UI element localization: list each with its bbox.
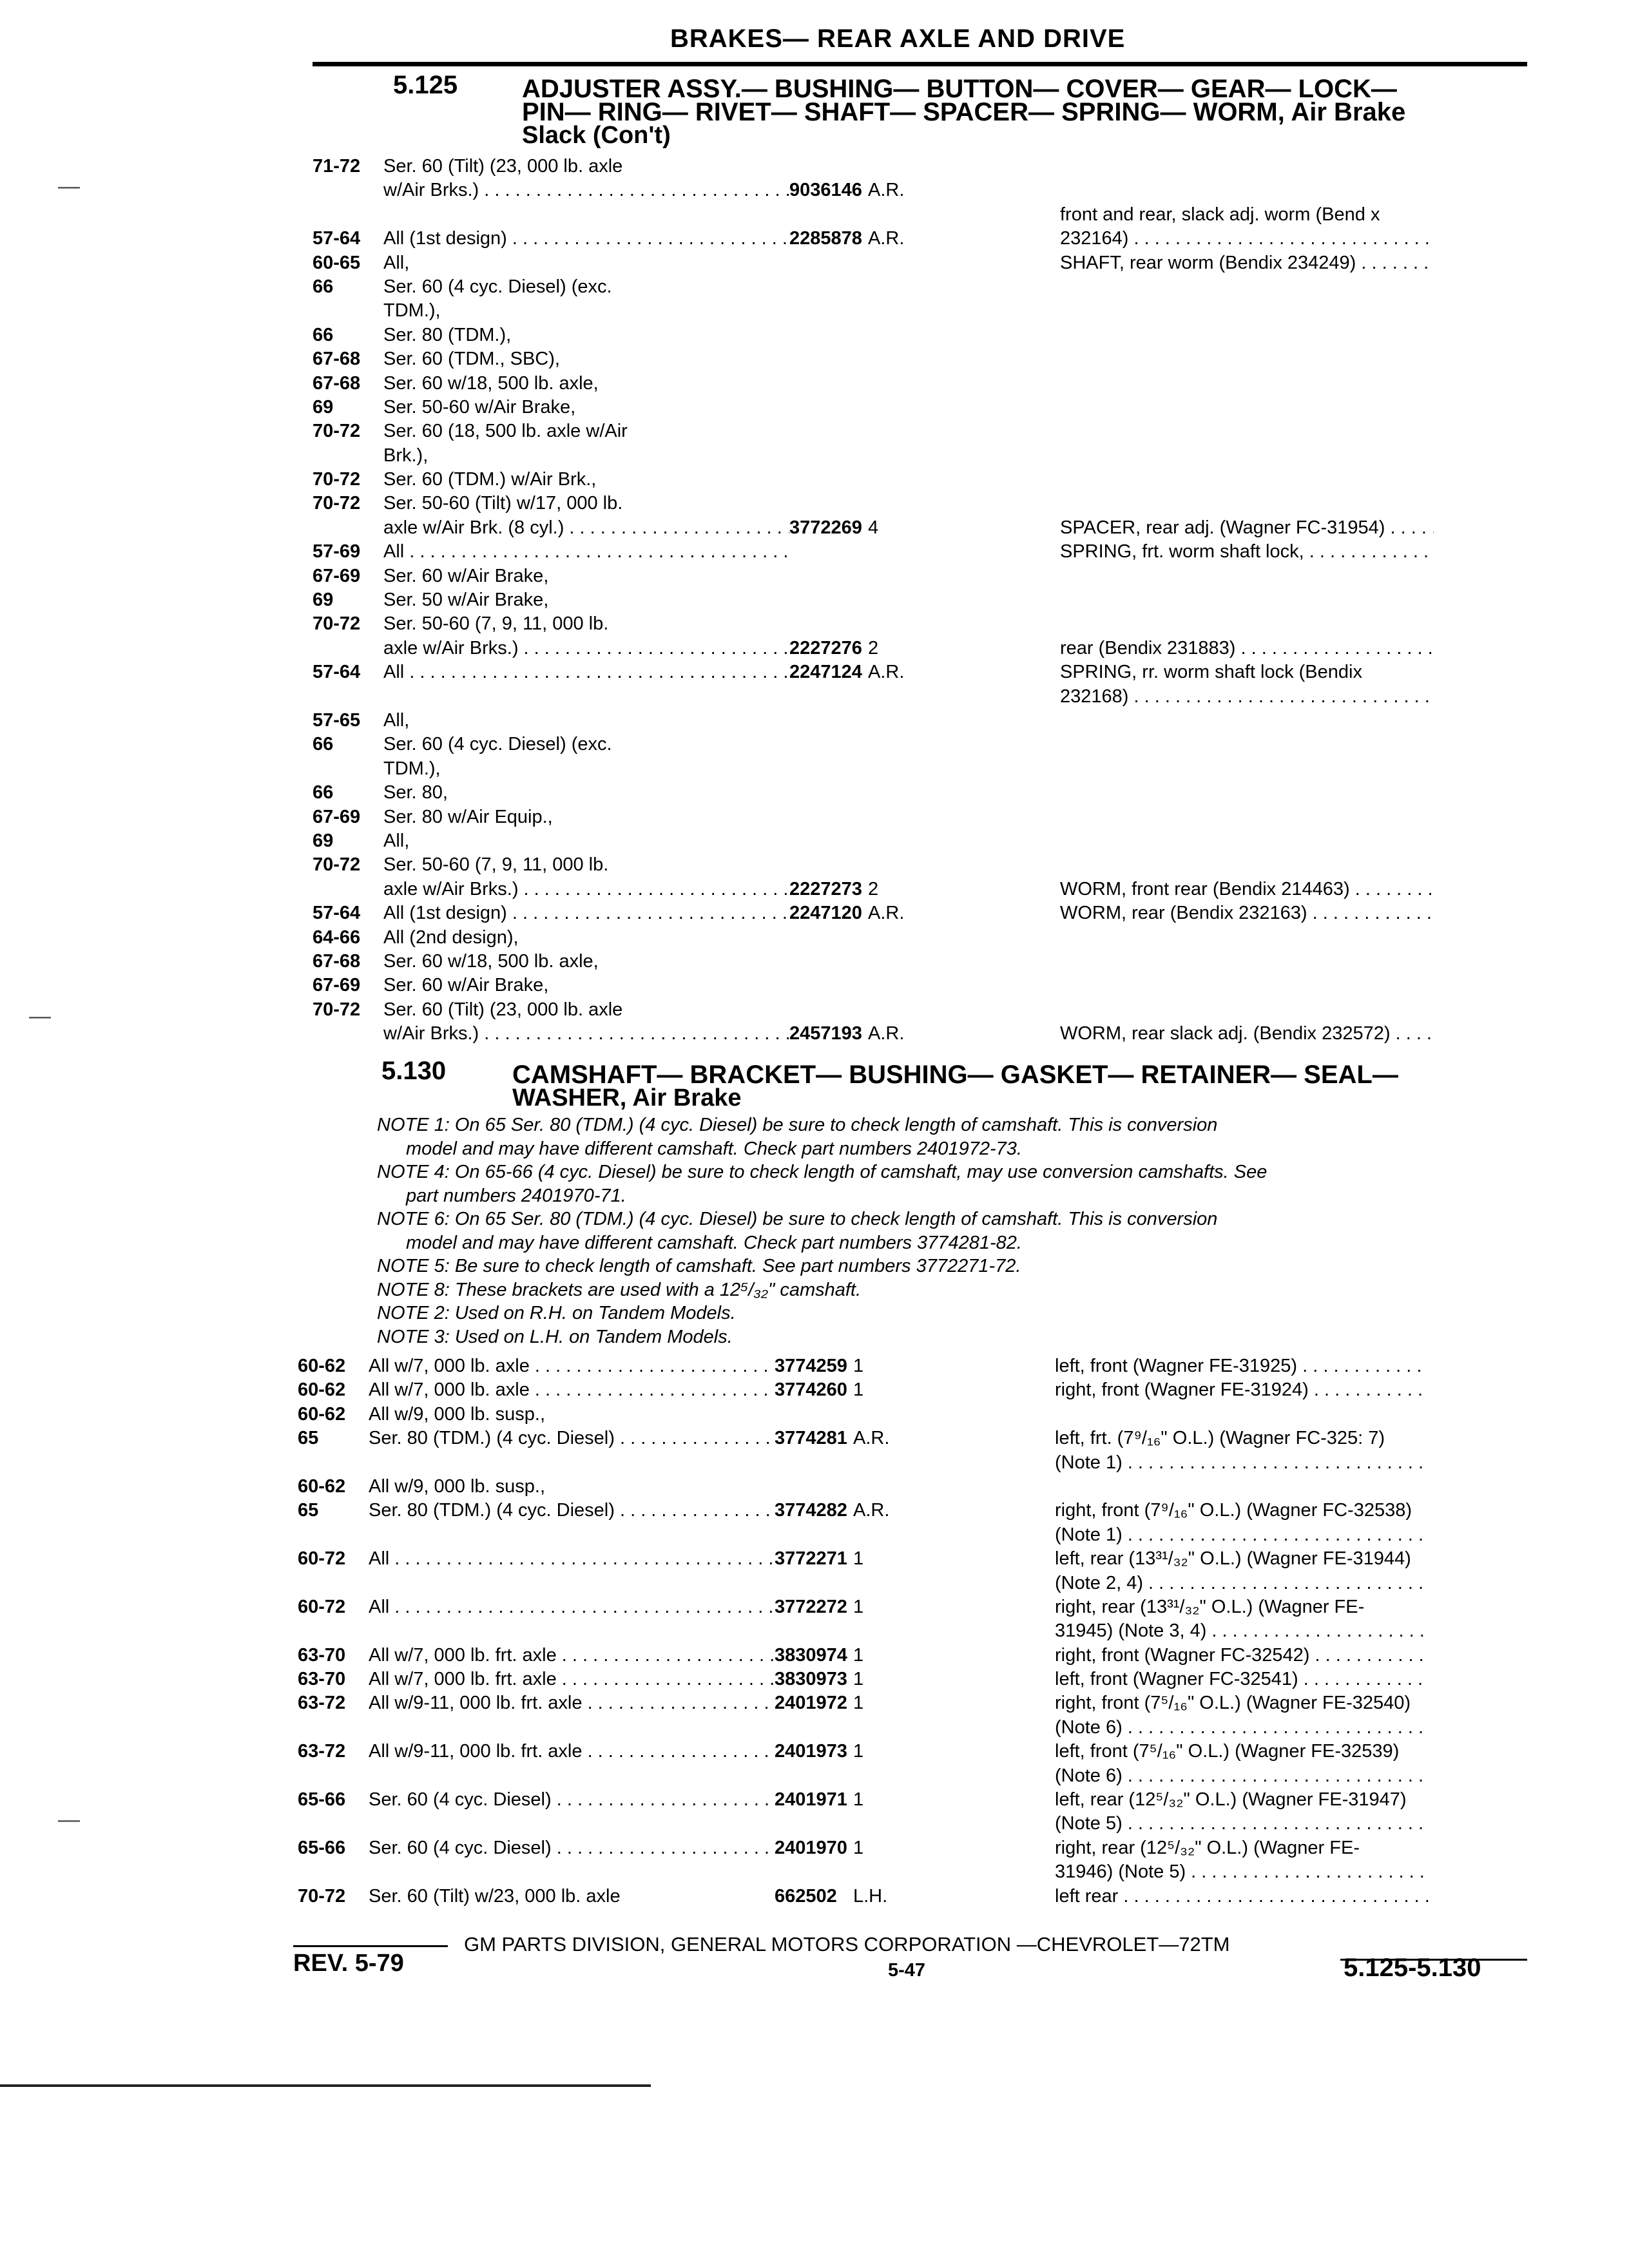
margin-mark: — [58, 1807, 80, 1832]
table-row [298, 1547, 1522, 1571]
row-part-name: rear (Bendix 231883) . . . [1060, 637, 1434, 660]
row-description: Ser. 60 (4 cyc. Diesel) (exc. [383, 276, 612, 297]
row-description: Ser. 60 (TDM.) w/Air Brk., [383, 469, 597, 490]
row-years: 69 [313, 590, 334, 611]
table-row [313, 1022, 1537, 1046]
parts-table-125 [313, 155, 1537, 1046]
header-rule [313, 62, 1527, 66]
row-quantity: A.R. [868, 180, 905, 201]
row-description: All w/7, 000 lb. frt. axle . . . [369, 1667, 775, 1691]
row-years: 63-70 [298, 1644, 346, 1666]
row-part-number: 3774260 [775, 1379, 847, 1401]
section-title-125 [522, 77, 1629, 147]
table-row [313, 323, 1537, 347]
note-line: NOTE 1: On 65 Ser. 80 (TDM.) (4 cyc. Diesel) be sure to check length of camshaft. This is conversion [377, 1115, 1218, 1135]
row-part-name: (Note 6) . . . [1055, 1716, 1429, 1740]
row-description: All w/7, 000 lb. axle . . . [369, 1354, 775, 1378]
row-description: Ser. 50-60 (7, 9, 11, 000 lb. [383, 854, 609, 876]
table-row [313, 468, 1537, 492]
row-years: 70-72 [298, 1885, 346, 1907]
row-years: 69 [313, 830, 334, 851]
row-years: 63-72 [298, 1693, 346, 1714]
row-description: All . . . [369, 1595, 775, 1619]
table-row [313, 829, 1537, 853]
parts-table-130 [298, 1354, 1522, 1908]
note-line: NOTE 6: On 65 Ser. 80 (TDM.) (4 cyc. Diesel) be sure to check length of camshaft. This is conversion [377, 1209, 1218, 1229]
table-row [313, 926, 1537, 950]
row-description: All w/9, 000 lb. susp., [369, 1403, 546, 1425]
row-description: All w/7, 000 lb. axle . . . [369, 1378, 775, 1402]
section-number-125: 5.125 [393, 71, 458, 99]
row-years: 70-72 [313, 854, 361, 876]
row-quantity: A.R. [853, 1500, 890, 1521]
table-row [313, 660, 1537, 684]
row-description: All, [383, 709, 410, 731]
row-description: Ser. 80, [383, 782, 448, 803]
table-row [298, 1475, 1522, 1499]
row-part-name: 31946) (Note 5) . . . [1055, 1860, 1429, 1884]
row-years: 65 [298, 1428, 319, 1449]
row-description: All w/9-11, 000 lb. frt. axle . . . [369, 1691, 775, 1715]
scan-edge-line [0, 2084, 651, 2087]
row-part-name: right, rear (12⁵/₃₂" O.L.) (Wagner FE- [1055, 1837, 1360, 1858]
table-row [313, 757, 1537, 781]
row-years: 57-69 [313, 541, 361, 562]
row-description: Ser. 60 (4 cyc. Diesel) . . . [369, 1788, 775, 1812]
row-part-number: 3772272 [775, 1596, 847, 1617]
table-row [313, 685, 1537, 709]
row-quantity: A.R. [868, 903, 905, 924]
row-description: Ser. 80 (TDM.) (4 cyc. Diesel) . . . [369, 1499, 775, 1523]
table-row [298, 1403, 1522, 1427]
row-years: 70-72 [313, 421, 361, 442]
row-part-number: 3830974 [775, 1644, 847, 1666]
row-description: TDM.), [383, 300, 441, 322]
row-part-number: 3772271 [775, 1548, 847, 1570]
table-row [313, 588, 1537, 612]
row-description: All w/7, 000 lb. frt. axle . . . [369, 1644, 775, 1667]
row-part-name: right, front (7⁵/₁₆" O.L.) (Wagner FE-32540) [1055, 1693, 1411, 1714]
row-years: 70-72 [313, 613, 361, 635]
row-description: All (1st design) . . . [383, 227, 789, 251]
row-description: All (2nd design), [383, 927, 519, 948]
footer-division: GM PARTS DIVISION, GENERAL MOTORS CORPORATION —CHEVROLET—72TM [464, 1933, 1230, 1956]
row-part-name: right, front (Wagner FE-31924) . . . [1055, 1378, 1429, 1402]
row-years: 65-66 [298, 1837, 346, 1858]
row-part-name: 232168) . . . [1060, 685, 1434, 709]
table-row [313, 612, 1537, 636]
margin-mark: — [58, 174, 80, 198]
row-part-name: right, front (7⁹/₁₆" O.L.) (Wagner FC-32538) [1055, 1500, 1412, 1521]
row-description: Ser. 60 (Tilt) (23, 000 lb. axle [383, 156, 623, 177]
row-description: Ser. 60 w/18, 500 lb. axle, [383, 372, 599, 394]
row-years: 60-72 [298, 1548, 346, 1570]
row-part-name: (Note 1) . . . [1055, 1451, 1429, 1475]
table-row [313, 419, 1537, 443]
row-description: Ser. 60 (Tilt) w/23, 000 lb. axle [369, 1885, 621, 1907]
row-description: All w/9, 000 lb. susp., [369, 1475, 546, 1497]
row-years: 66 [313, 734, 334, 755]
section-number-130: 5.130 [381, 1057, 447, 1085]
note-line: NOTE 8: These brackets are used with a 12⁵/₃₂" camshaft. [377, 1279, 862, 1300]
row-years: 66 [313, 276, 334, 297]
row-years: 66 [313, 782, 334, 803]
row-part-name: left rear . . . [1055, 1885, 1429, 1908]
row-part-name: left, rear (13³¹/₃₂" O.L.) (Wagner FE-31944) [1055, 1548, 1411, 1570]
table-row [298, 1571, 1522, 1595]
footer-rule-left [293, 1945, 448, 1947]
row-part-number: 2227273 [789, 878, 862, 899]
row-part-name: right, front (Wagner FC-32542) . . . [1055, 1644, 1429, 1667]
row-part-number: 2247124 [789, 662, 862, 683]
section-title-130-line1: CAMSHAFT— BRACKET— BUSHING— GASKET— RETAINER— SEAL— [512, 1061, 1398, 1089]
row-years: 60-72 [298, 1596, 346, 1617]
row-description: Ser. 60 w/18, 500 lb. axle, [383, 950, 599, 972]
row-part-number: 3830973 [775, 1669, 847, 1690]
row-part-number: 2227276 [789, 637, 862, 658]
table-row [313, 347, 1537, 371]
row-description: All . . . [383, 540, 789, 564]
row-part-number: 2401973 [775, 1741, 847, 1762]
row-description: All (1st design) . . . [383, 901, 789, 925]
row-years: 60-62 [298, 1379, 346, 1401]
row-years: 67-69 [313, 975, 361, 996]
notes-block [377, 1113, 1267, 1349]
revision-label: REV. 5-79 [293, 1950, 404, 1977]
table-row [298, 1788, 1522, 1812]
section-title-130-line2: WASHER, Air Brake [512, 1084, 742, 1111]
row-part-name: (Note 5) . . . [1055, 1812, 1429, 1836]
row-description: axle w/Air Brk. (8 cyl.) . . . [383, 516, 789, 540]
section-reference: 5.125-5.130 [1344, 1954, 1481, 1982]
row-years: 57-64 [313, 228, 361, 249]
table-row [313, 227, 1537, 251]
row-description: Ser. 60 (Tilt) (23, 000 lb. axle [383, 999, 623, 1020]
table-row [298, 1644, 1522, 1667]
page-header-title: BRAKES— REAR AXLE AND DRIVE [670, 24, 1126, 53]
note-line: part numbers 2401970-71. [406, 1185, 626, 1206]
row-years: 60-62 [298, 1356, 346, 1376]
table-row [298, 1885, 1522, 1908]
row-description: Ser. 50-60 (7, 9, 11, 000 lb. [383, 613, 609, 635]
note-line: model and may have different camshaft. Check part numbers 3774281-82. [406, 1232, 1022, 1253]
row-part-number: 9036146 [789, 180, 862, 201]
row-years: 67-68 [313, 950, 361, 972]
row-years: 66 [313, 324, 334, 345]
row-part-name: 31945) (Note 3, 4) . . . [1055, 1619, 1429, 1643]
table-row [298, 1691, 1522, 1715]
row-part-name: SPACER, rear adj. (Wagner FC-31954) . . . [1060, 516, 1434, 540]
table-row [313, 396, 1537, 419]
table-row [313, 564, 1537, 588]
note-line: NOTE 5: Be sure to check length of camshaft. See part numbers 3772271-72. [377, 1256, 1021, 1276]
row-quantity: 1 [853, 1548, 864, 1570]
row-description: Ser. 80 w/Air Equip., [383, 806, 553, 827]
table-row [313, 299, 1537, 323]
row-part-name: (Note 2, 4) . . . [1055, 1571, 1429, 1595]
note-line: NOTE 2: Used on R.H. on Tandem Models. [377, 1303, 736, 1323]
table-row [313, 540, 1537, 564]
row-quantity: A.R. [853, 1428, 890, 1449]
row-years: 67-68 [313, 372, 361, 394]
row-years: 57-64 [313, 903, 361, 924]
row-description: Ser. 50-60 w/Air Brake, [383, 396, 576, 418]
row-years: 63-72 [298, 1741, 346, 1762]
row-quantity: 1 [853, 1669, 864, 1690]
section-title-125-line1: ADJUSTER ASSY.— BUSHING— BUTTON— COVER— GEAR— LOCK— [522, 75, 1397, 103]
row-years: 70-72 [313, 469, 361, 490]
table-row [298, 1860, 1522, 1884]
row-years: 70-72 [313, 999, 361, 1020]
row-part-name: (Note 6) . . . [1055, 1764, 1429, 1788]
table-row [313, 444, 1537, 468]
row-description: Ser. 80 (TDM.), [383, 324, 512, 345]
row-description: Ser. 80 (TDM.) (4 cyc. Diesel) . . . [369, 1427, 775, 1450]
row-quantity: A.R. [868, 1023, 905, 1044]
row-part-name: SPRING, rr. worm shaft lock (Bendix [1060, 662, 1362, 683]
table-row [313, 901, 1537, 925]
row-description: Ser. 60 (4 cyc. Diesel) . . . [369, 1836, 775, 1860]
note-line: model and may have different camshaft. Check part numbers 2401972-73. [406, 1138, 1022, 1159]
row-part-number: 2457193 [789, 1023, 862, 1044]
row-part-number: 2401970 [775, 1837, 847, 1858]
table-row [298, 1427, 1522, 1450]
table-row [313, 492, 1537, 515]
row-part-name: right, rear (13³¹/₃₂" O.L.) (Wagner FE- [1055, 1596, 1365, 1617]
section-title-125-line3: Slack (Con't) [522, 122, 671, 149]
row-years: 60-62 [298, 1475, 346, 1497]
row-quantity: 1 [853, 1837, 864, 1858]
row-description: axle w/Air Brks.) . . . [383, 637, 789, 660]
row-description: All . . . [369, 1547, 775, 1571]
note-line: NOTE 4: On 65-66 (4 cyc. Diesel) be sure to check length of camshaft, may use conversion camshafts. See [377, 1162, 1268, 1182]
row-quantity: 4 [868, 517, 879, 538]
row-part-name: left, front (7⁵/₁₆" O.L.) (Wagner FE-32539) [1055, 1741, 1400, 1762]
row-years: 57-65 [313, 709, 361, 731]
row-quantity: A.R. [868, 662, 905, 683]
row-part-number: 2401971 [775, 1789, 847, 1811]
row-quantity: 1 [853, 1356, 864, 1376]
table-row [313, 637, 1537, 660]
row-description: Ser. 60 w/Air Brake, [383, 975, 549, 996]
row-part-number: 3774282 [775, 1500, 847, 1521]
table-row [313, 853, 1537, 877]
row-part-number: 2247120 [789, 903, 862, 924]
table-row [298, 1354, 1522, 1378]
note-line: NOTE 3: Used on L.H. on Tandem Models. [377, 1326, 733, 1347]
row-part-number: 662502 [775, 1885, 837, 1907]
row-description: Ser. 60 (4 cyc. Diesel) (exc. [383, 734, 612, 755]
table-row [313, 155, 1537, 178]
table-row [313, 203, 1537, 227]
row-years: 57-64 [313, 662, 361, 683]
page-number: 5-47 [888, 1960, 926, 1981]
row-quantity: 1 [853, 1644, 864, 1666]
table-row [298, 1595, 1522, 1619]
row-years: 69 [313, 396, 334, 418]
row-part-name: left, front (Wagner FE-31925) . . . [1055, 1354, 1429, 1378]
row-part-name: WORM, rear (Bendix 232163) . . . [1060, 901, 1434, 925]
row-years: 67-68 [313, 349, 361, 370]
table-row [313, 950, 1537, 974]
table-row [313, 878, 1537, 901]
row-quantity: 1 [853, 1379, 864, 1401]
table-row [313, 178, 1537, 202]
table-row [298, 1451, 1522, 1475]
table-row [298, 1619, 1522, 1643]
row-description: Ser. 50-60 (Tilt) w/17, 000 lb. [383, 493, 623, 514]
row-part-name: front and rear, slack adj. worm (Bend x [1060, 204, 1380, 225]
row-years: 63-70 [298, 1669, 346, 1690]
row-description: Ser. 50 w/Air Brake, [383, 590, 549, 611]
table-row [298, 1716, 1522, 1740]
row-part-name: WORM, rear slack adj. (Bendix 232572) . . . [1060, 1022, 1434, 1046]
row-part-name: SHAFT, rear worm (Bendix 234249) . . . [1060, 251, 1434, 275]
row-quantity: 1 [853, 1789, 864, 1811]
table-row [298, 1667, 1522, 1691]
row-years: 60-62 [298, 1403, 346, 1425]
row-part-number: 2285878 [789, 228, 862, 249]
row-part-number: 2401972 [775, 1693, 847, 1714]
table-row [313, 516, 1537, 540]
section-title-125-line2: PIN— RING— RIVET— SHAFT— SPACER— SPRING— WORM, Air Brake [522, 98, 1406, 126]
row-description: axle w/Air Brks.) . . . [383, 878, 789, 901]
row-years: 60-65 [313, 252, 361, 273]
row-part-number: 3772269 [789, 517, 862, 538]
table-row [298, 1812, 1522, 1836]
row-part-name: left, front (Wagner FC-32541) . . . [1055, 1667, 1429, 1691]
table-row [298, 1499, 1522, 1523]
row-quantity: 2 [868, 878, 879, 899]
table-row [298, 1764, 1522, 1788]
row-description: All, [383, 830, 410, 851]
row-years: 65 [298, 1500, 319, 1521]
table-row [298, 1740, 1522, 1763]
table-row [313, 805, 1537, 829]
table-row [313, 275, 1537, 299]
row-part-name: WORM, front rear (Bendix 214463) . . . [1060, 878, 1434, 901]
row-quantity: A.R. [868, 228, 905, 249]
section-title-130 [512, 1063, 1629, 1110]
row-description: Ser. 60 w/Air Brake, [383, 565, 549, 586]
row-part-name: left, frt. (7⁹/₁₆" O.L.) (Wagner FC-325: 7) [1055, 1428, 1385, 1449]
row-description: w/Air Brks.) . . . [383, 178, 789, 202]
row-part-name: 232164) . . . [1060, 227, 1434, 251]
row-description: Brk.), [383, 445, 429, 466]
row-quantity: 1 [853, 1596, 864, 1617]
row-quantity: 2 [868, 637, 879, 658]
row-part-number: 3774281 [775, 1428, 847, 1449]
row-part-number: 3774259 [775, 1356, 847, 1376]
row-years: 67-69 [313, 565, 361, 586]
row-description: Ser. 60 (18, 500 lb. axle w/Air [383, 421, 628, 442]
table-row [298, 1523, 1522, 1547]
table-row [313, 251, 1537, 275]
table-row [313, 998, 1537, 1022]
table-row [313, 709, 1537, 733]
row-description: All w/9-11, 000 lb. frt. axle . . . [369, 1740, 775, 1763]
row-description: Ser. 60 (TDM., SBC), [383, 349, 560, 370]
row-years: 65-66 [298, 1789, 346, 1811]
row-years: 64-66 [313, 927, 361, 948]
row-quantity: 1 [853, 1693, 864, 1714]
margin-mark: — [29, 1004, 51, 1028]
table-row [298, 1378, 1522, 1402]
table-row [313, 974, 1537, 997]
table-row [313, 372, 1537, 396]
row-quantity: L.H. [853, 1885, 888, 1907]
row-part-name: left, rear (12⁵/₃₂" O.L.) (Wagner FE-31947) [1055, 1789, 1407, 1811]
row-description: TDM.), [383, 758, 441, 779]
table-row [313, 781, 1537, 805]
row-years: 71-72 [313, 156, 361, 177]
table-row [298, 1836, 1522, 1860]
table-row [313, 733, 1537, 756]
row-description: All, [383, 252, 410, 273]
row-years: 67-69 [313, 806, 361, 827]
row-part-name: SPRING, frt. worm shaft lock, . . . [1060, 540, 1434, 564]
row-description: w/Air Brks.) . . . [383, 1022, 789, 1046]
row-years: 70-72 [313, 493, 361, 514]
row-quantity: 1 [853, 1741, 864, 1762]
row-description: All . . . [383, 660, 789, 684]
row-part-name: (Note 1) . . . [1055, 1523, 1429, 1547]
